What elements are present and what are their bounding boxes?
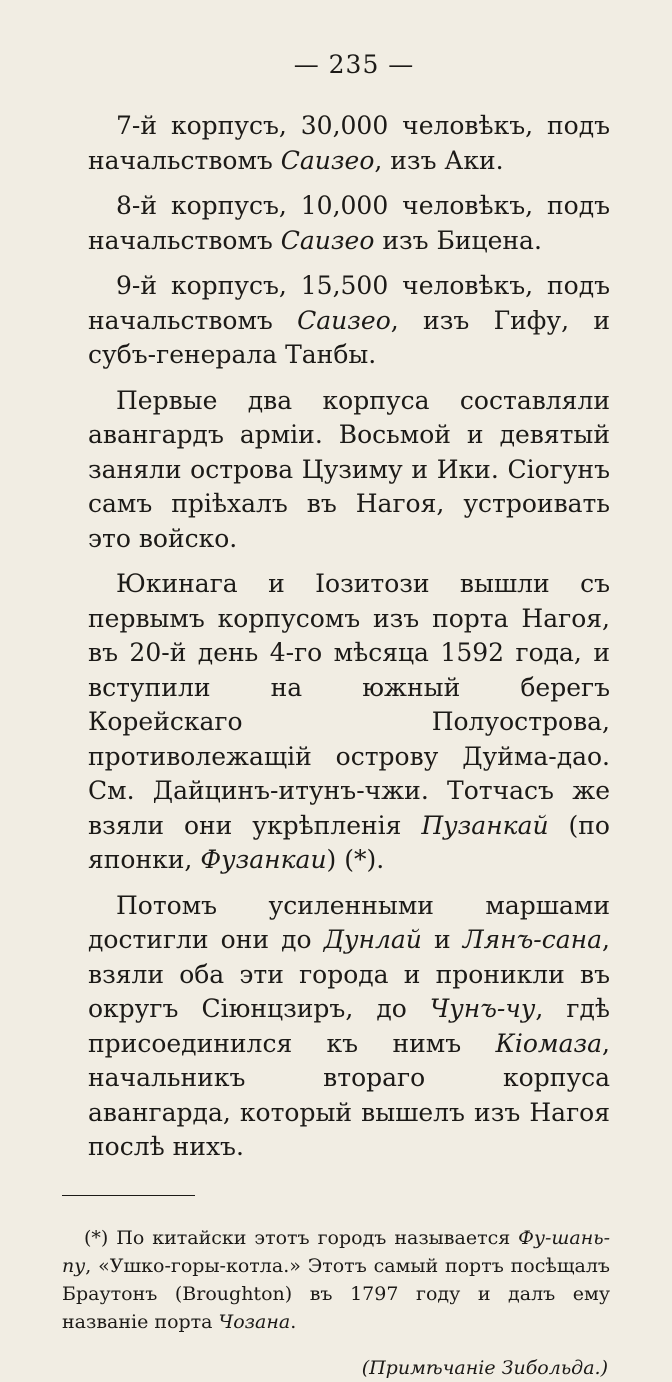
text-run: (по японки, — [88, 810, 610, 874]
paragraph — [88, 269, 610, 373]
italic-term: Саизео — [280, 225, 375, 255]
text-run: . — [290, 1310, 297, 1333]
italic-term: Дунлай — [323, 925, 422, 954]
text-run: , «Ушко-горы-котла.» Этотъ самый портъ посѣщалъ Браутонъ (Broughton) въ 1797 году и далъ ему названіе порта — [62, 1254, 610, 1333]
paragraph — [88, 889, 610, 1165]
text-run: , изъ Аки. — [374, 145, 504, 175]
paragraph — [88, 384, 610, 557]
footnote — [62, 1224, 610, 1382]
text-run: Потомъ усиленными маршами достигли они до — [88, 890, 610, 954]
text-run: 9-й корпусъ, 15,500 человѣкъ, подъ начальствомъ — [88, 271, 610, 335]
italic-term: Фузанкаи — [200, 845, 327, 874]
page-number: — 235 — — [293, 50, 415, 79]
paragraph — [88, 567, 610, 878]
italic-term: Фу-шань-пу — [62, 1226, 610, 1277]
italic-term: Чунъ-чу — [429, 994, 536, 1023]
italic-term: Лянъ-сана — [462, 925, 603, 954]
text-run: , гдѣ присоединился къ нимъ — [88, 994, 610, 1058]
paragraph — [88, 189, 610, 258]
footnote-attribution: (Примѣчаніе Зибольда.) — [361, 1356, 608, 1379]
italic-term: Пузанкай — [421, 810, 549, 840]
text-run: (*) По китайски этотъ городъ называется — [84, 1226, 519, 1249]
paragraph — [88, 109, 610, 178]
text-run: Юкинага и Іозитози вышли съ первымъ корпусомъ изъ порта Нагоя, въ 20-й день 4-го мѣсяца 1592 года, и вступили на южный берегъ Корейскаго Полуострова, противолежащій острову Дуйма-дао. См. Дайцинъ-итунъ-чжи. Тотчасъ же взяли они укрѣпленія — [88, 569, 610, 840]
text-run: , изъ Гифу, и субъ-генерала Танбы. — [88, 305, 611, 369]
text-run: ) (*). — [326, 845, 385, 874]
text-run: изъ Бицена. — [374, 225, 542, 255]
main-text — [88, 109, 610, 1165]
text-run: Первые два корпуса составляли авангардъ арміи. Восьмой и девятый заняли острова Цузиму и Ики. Сіогунъ самъ пріѣхалъ въ Нагоя, устроивать это войско. — [88, 385, 610, 553]
text-run: и — [421, 925, 463, 954]
italic-term: Саизео — [280, 145, 375, 175]
text-run: 8-й корпусъ, 10,000 человѣкъ, подъ начальствомъ — [88, 191, 610, 255]
italic-term: Кіомаза — [495, 1028, 603, 1058]
footnote-divider — [62, 1195, 195, 1196]
footnote-text — [62, 1224, 610, 1336]
text-run: , взяли оба эти города и проникли въ округъ Сіюнцзиръ, до — [88, 925, 610, 1023]
text-run: , начальникъ втораго корпуса авангарда, который вышелъ изъ Нагоя послѣ нихъ. — [88, 1028, 610, 1161]
text-run: 7-й корпусъ, 30,000 человѣкъ, подъ начальствомъ — [88, 111, 610, 175]
italic-term: Чозана — [218, 1310, 291, 1333]
italic-term: Саизео — [297, 305, 391, 335]
